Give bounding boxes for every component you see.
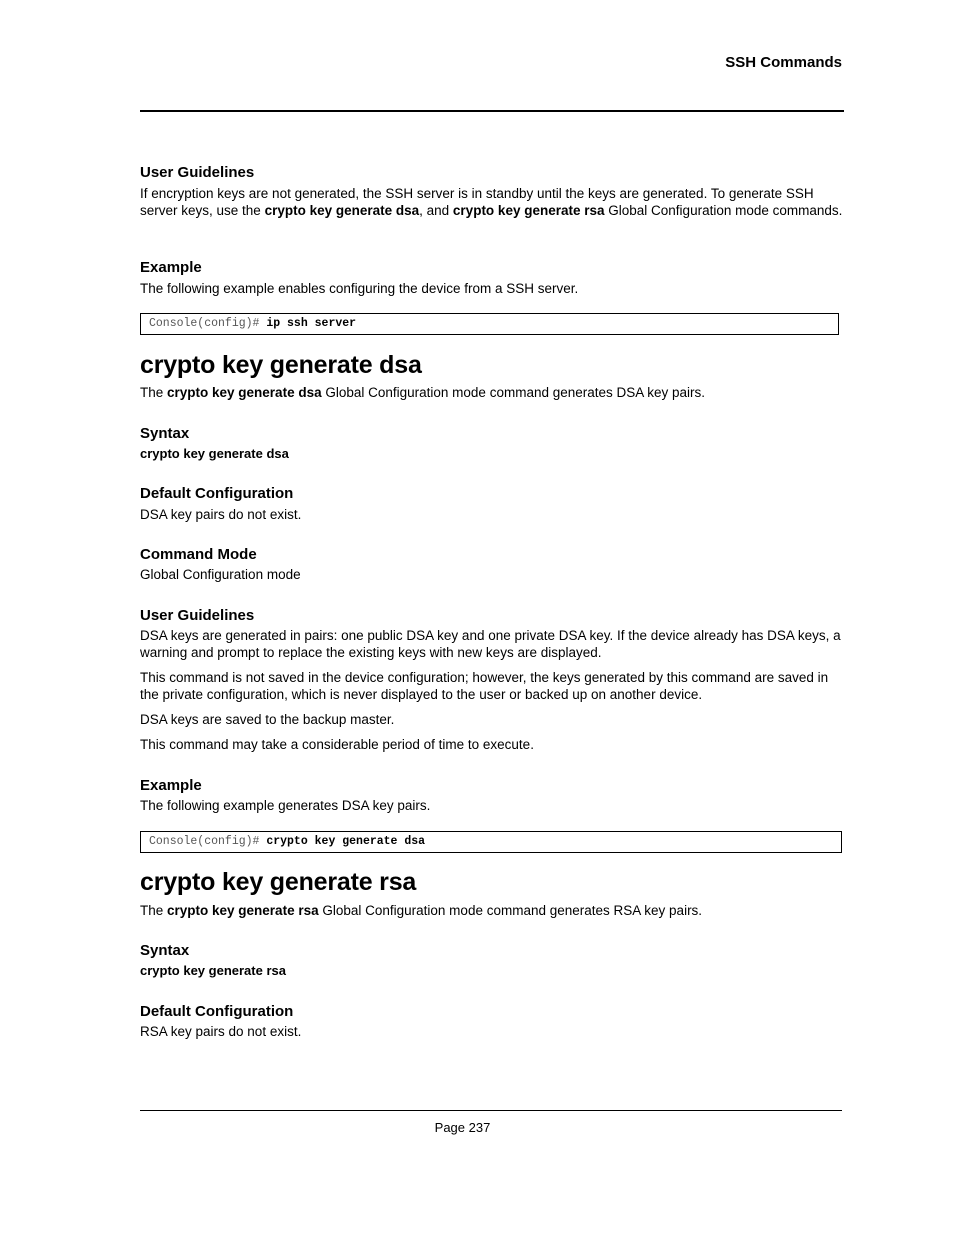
section-title-dsa: crypto key generate dsa bbox=[140, 351, 422, 379]
running-header: SSH Commands bbox=[725, 54, 842, 71]
dsa-default-heading: Default Configuration bbox=[140, 485, 294, 502]
rsa-syntax: crypto key generate rsa bbox=[140, 963, 286, 978]
code-prompt: Console(config)# bbox=[149, 317, 267, 330]
dsa-mode-heading: Command Mode bbox=[140, 546, 257, 563]
header-rule bbox=[140, 110, 844, 112]
dsa-guideline-1: DSA keys are generated in pairs: one public DSA key and one private DSA key. If the device already has DSA keys, a warning and prompt to replace the existing keys with new keys are displayed. bbox=[140, 628, 841, 660]
dsa-guideline-3: DSA keys are saved to the backup master. bbox=[140, 712, 395, 727]
dsa-guideline-4: This command may take a considerable period of time to execute. bbox=[140, 737, 534, 752]
dsa-default-text: DSA key pairs do not exist. bbox=[140, 507, 302, 522]
user-guidelines-text: If encryption keys are not generated, the SSH server is in standby until the keys are generated. To generate SSH server keys, use the crypto key generate dsa, and crypto key generate rsa Global Configuration mode commands. bbox=[140, 186, 843, 218]
dsa-example-heading: Example bbox=[140, 777, 202, 794]
rsa-default-heading: Default Configuration bbox=[140, 1003, 294, 1020]
dsa-syntax: crypto key generate dsa bbox=[140, 446, 289, 461]
page-number: Page 237 bbox=[434, 1120, 491, 1135]
example-heading: Example bbox=[140, 259, 202, 276]
code-prompt: Console(config)# bbox=[149, 835, 267, 848]
dsa-code-example bbox=[140, 831, 842, 853]
code-command: crypto key generate dsa bbox=[266, 835, 426, 848]
dsa-mode-text: Global Configuration mode bbox=[140, 567, 301, 582]
rsa-default-text: RSA key pairs do not exist. bbox=[140, 1024, 302, 1039]
dsa-syntax-heading: Syntax bbox=[140, 425, 190, 442]
rsa-description: The crypto key generate rsa Global Configuration mode command generates RSA key pairs. bbox=[140, 903, 703, 918]
rsa-syntax-heading: Syntax bbox=[140, 942, 190, 959]
code-example bbox=[140, 313, 839, 335]
user-guidelines-heading: User Guidelines bbox=[140, 164, 255, 181]
section-title-rsa: crypto key generate rsa bbox=[140, 868, 417, 896]
example-text: The following example enables configuring the device from a SSH server. bbox=[140, 281, 579, 296]
dsa-description: The crypto key generate dsa Global Configuration mode command generates DSA key pairs. bbox=[140, 385, 706, 400]
dsa-example-text: The following example generates DSA key pairs. bbox=[140, 798, 431, 813]
dsa-guideline-2: This command is not saved in the device configuration; however, the keys generated by this command are saved in the private configuration, which is never displayed to the user or backed up on another device. bbox=[140, 670, 829, 702]
footer-rule bbox=[140, 1110, 842, 1111]
dsa-guidelines-heading: User Guidelines bbox=[140, 607, 255, 624]
code-command: ip ssh server bbox=[266, 317, 357, 330]
